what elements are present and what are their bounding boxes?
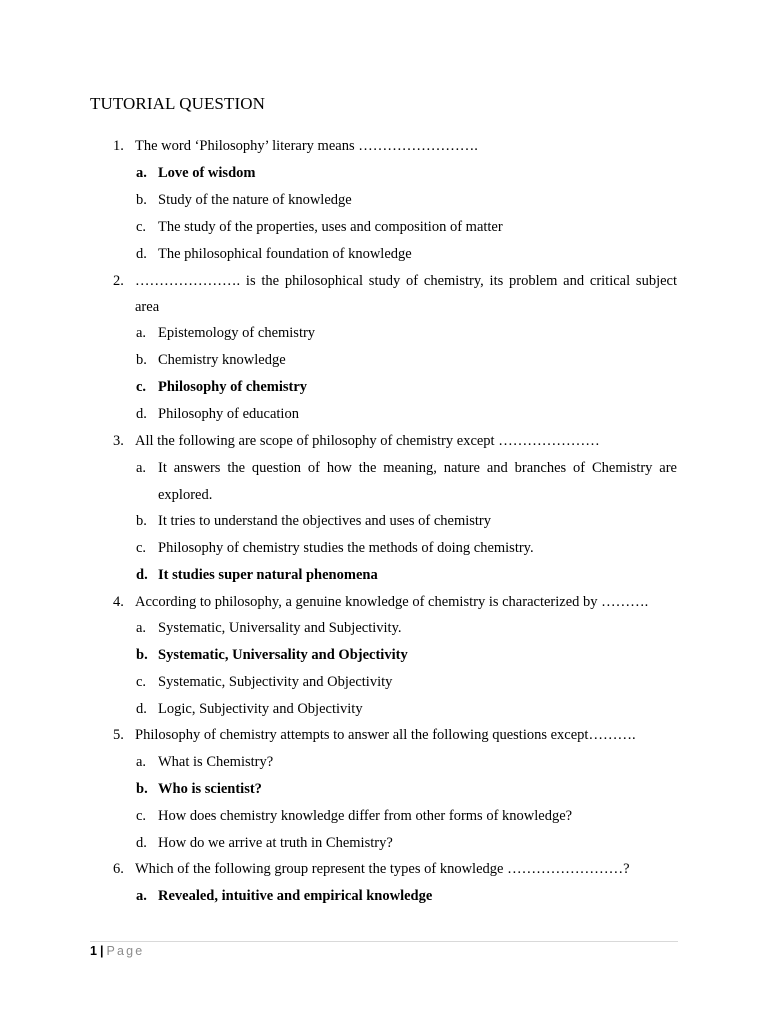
option-letter: d. bbox=[136, 567, 148, 583]
option-text: How does chemistry knowledge differ from other forms of knowledge? bbox=[158, 808, 573, 824]
option-letter: a. bbox=[136, 754, 147, 770]
option-text: It tries to understand the objectives and uses of chemistry bbox=[158, 513, 492, 529]
option-letter: a. bbox=[136, 620, 147, 636]
question-text: Philosophy of chemistry attempts to answer all the following questions except………. bbox=[135, 727, 636, 743]
option-text: Philosophy of education bbox=[158, 406, 299, 422]
option-text: Who is scientist? bbox=[158, 781, 262, 797]
page-title: TUTORIAL QUESTION bbox=[90, 94, 265, 113]
question-number: 4. bbox=[113, 594, 124, 610]
option-letter: d. bbox=[136, 406, 147, 422]
option-letter: a. bbox=[136, 165, 147, 181]
option-letter: b. bbox=[136, 513, 147, 529]
option-text: The philosophical foundation of knowledge bbox=[158, 246, 412, 262]
page-label: Page bbox=[106, 944, 145, 958]
option-text: Study of the nature of knowledge bbox=[158, 192, 352, 208]
option-letter: c. bbox=[136, 808, 147, 824]
option-letter: d. bbox=[136, 701, 147, 717]
option-text: Love of wisdom bbox=[158, 165, 256, 181]
question-number: 3. bbox=[113, 433, 124, 449]
footer-separator: | bbox=[99, 944, 104, 958]
question-text: The word ‘Philosophy’ literary means ……………………. bbox=[135, 138, 478, 154]
question-text-line-2: area bbox=[135, 299, 160, 315]
option-letter: d. bbox=[136, 246, 147, 262]
option-text: What is Chemistry? bbox=[158, 754, 274, 770]
option-text: Systematic, Universality and Objectivity bbox=[158, 647, 408, 663]
question-number: 5. bbox=[113, 727, 124, 743]
option-text: Logic, Subjectivity and Objectivity bbox=[158, 701, 363, 717]
option-text: Epistemology of chemistry bbox=[158, 325, 316, 341]
option-letter: b. bbox=[136, 352, 147, 368]
option-text: Systematic, Subjectivity and Objectivity bbox=[158, 674, 393, 690]
question-text: According to philosophy, a genuine knowledge of chemistry is characterized by ………. bbox=[135, 594, 649, 610]
question-text-line-1: …………………. is the philosophical study of chemistry, its problem and critical subject bbox=[135, 273, 677, 289]
option-letter: c. bbox=[136, 540, 147, 556]
option-letter: a. bbox=[136, 325, 147, 341]
page-number: 1 bbox=[90, 944, 97, 958]
option-text: How do we arrive at truth in Chemistry? bbox=[158, 835, 393, 851]
option-text: Philosophy of chemistry studies the methods of doing chemistry. bbox=[158, 540, 534, 556]
option-text: It studies super natural phenomena bbox=[158, 567, 378, 583]
option-text-line-1: It answers the question of how the meaning, nature and branches of Chemistry are bbox=[158, 460, 677, 476]
option-letter: b. bbox=[136, 192, 147, 208]
option-text: Systematic, Universality and Subjectivity. bbox=[158, 620, 402, 636]
footer-divider bbox=[90, 941, 678, 942]
option-letter: b. bbox=[136, 781, 148, 797]
question-number: 2. bbox=[113, 273, 124, 289]
option-letter: a. bbox=[136, 888, 147, 904]
option-text: Revealed, intuitive and empirical knowledge bbox=[158, 888, 433, 904]
option-text: Philosophy of chemistry bbox=[158, 379, 308, 395]
option-letter: a. bbox=[136, 460, 147, 476]
option-letter: d. bbox=[136, 835, 147, 851]
option-text: The study of the properties, uses and composition of matter bbox=[158, 219, 503, 235]
option-text-line-2: explored. bbox=[158, 487, 213, 503]
question-number: 1. bbox=[113, 138, 124, 154]
question-text: All the following are scope of philosophy of chemistry except ………………… bbox=[135, 433, 600, 449]
option-letter: c. bbox=[136, 674, 147, 690]
option-letter: c. bbox=[136, 219, 147, 235]
option-letter: b. bbox=[136, 647, 148, 663]
option-letter: c. bbox=[136, 379, 147, 395]
question-text: Which of the following group represent the types of knowledge ……………………? bbox=[135, 861, 630, 877]
question-number: 6. bbox=[113, 861, 124, 877]
option-text: Chemistry knowledge bbox=[158, 352, 286, 368]
page-footer bbox=[90, 943, 144, 959]
